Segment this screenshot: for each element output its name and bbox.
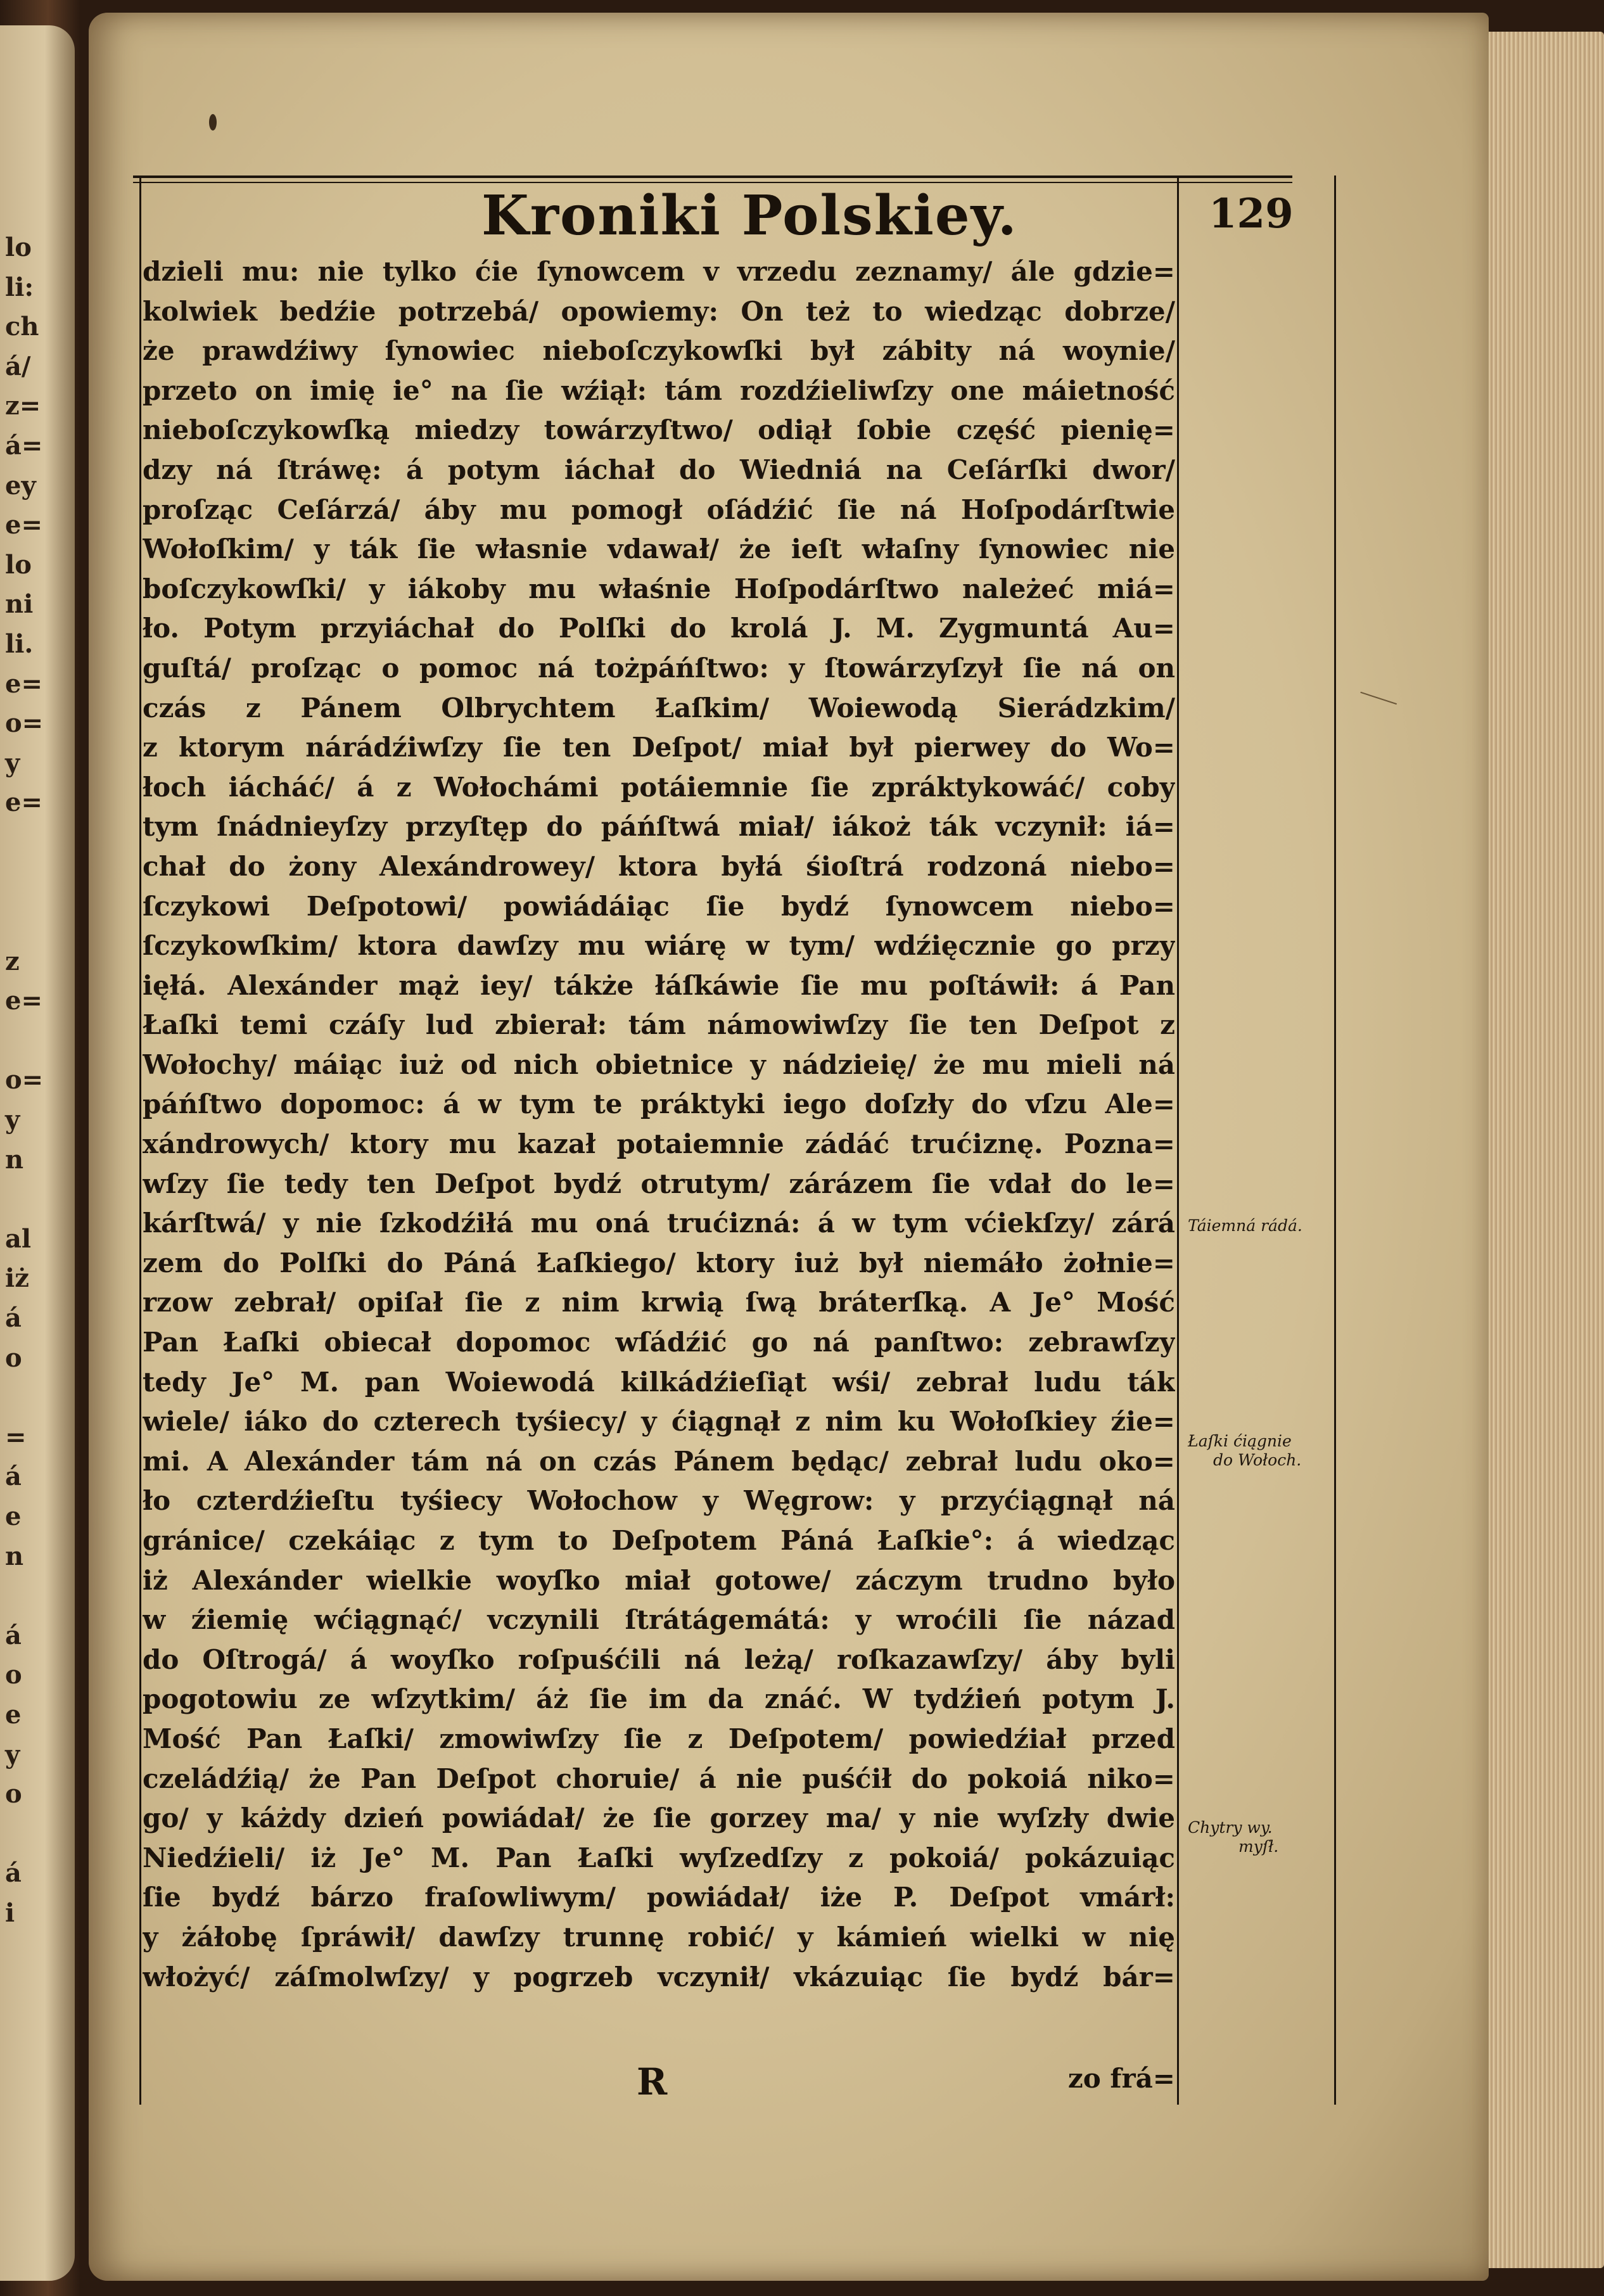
marginal-note-3-line-1: Chytry wy. (1188, 1818, 1273, 1837)
text-line: Wołoſkim/ y ták ſie własnie vdawał/ że ieſt właſny ſynowiec nie (143, 533, 1175, 565)
text-line: páńſtwo dopomoc: á w tym te práktyki iego doſzły do vſzu Ale= (143, 1088, 1175, 1120)
marginal-note-3-line-2: myſł. (1238, 1837, 1279, 1856)
left-page-fragment: ch (5, 312, 39, 342)
left-page-fragment (5, 1021, 68, 1061)
running-title: Kroniki Polskiey. (481, 184, 1018, 248)
left-page-fragment (5, 1576, 68, 1616)
left-page-fragment (5, 902, 68, 942)
marginal-note-3 (1188, 1818, 1333, 1856)
text-line: rzow zebrał/ opiſał ſie z nim krwią ſwą bráterſką. A Je° Mość (143, 1287, 1175, 1318)
left-page-fragment: i (5, 1897, 15, 1928)
text-line: Mość Pan Łaſki/ zmowiwſzy ſie z Deſpotem/ powiedźiał przed (143, 1723, 1175, 1754)
left-page-fragment: e= (5, 510, 42, 540)
text-line: kárſtwá/ y nie ſzkodźiłá mu oná trućizná: á w tym vćiekſzy/ zárá (143, 1208, 1175, 1239)
text-line: ſczykowi Deſpotowi/ powiádáiąc ſie bydź ſynowcem niebo= (143, 890, 1175, 922)
marginal-note-2-line-2: do Wołoch. (1213, 1451, 1302, 1469)
left-page-fragment (5, 863, 68, 903)
text-line: łoch iácháć/ á z Wołochámi potáiemnie ſie zpráktykowáć/ coby (143, 771, 1175, 803)
facing-left-page (0, 25, 75, 2281)
header-rule (133, 175, 1292, 178)
left-page-fragment: y (5, 1105, 20, 1135)
text-line: dzy ná ſtráwę: á potym iáchał do Wiedniá na Ceſárſki dwor/ (143, 454, 1175, 485)
text-line: kolwiek bedźie potrzebá/ opowiemy: On też to wiedząc dobrze/ (143, 295, 1175, 327)
left-page-fragment (5, 1180, 68, 1220)
left-page-fragment: o= (5, 708, 44, 739)
text-line: dzieli mu: nie tylko ćie ſynowcem v vrzedu zeznamy/ ále gdzie= (143, 256, 1175, 287)
signature-mark: R (637, 2060, 668, 2103)
left-page-fragment: o (5, 1779, 22, 1809)
text-line: go/ y káżdy dzień powiádał/ że ſie gorzey ma/ y nie wyſzły dwie (143, 1802, 1175, 1834)
left-page-fragment: = (5, 1422, 27, 1452)
text-line: zem do Polſki do Páná Łaſkiego/ ktory iuż był niemáło żołnie= (143, 1247, 1175, 1279)
page-edges (1489, 32, 1604, 2268)
text-line: z ktorym nárádźiwſzy ſie ten Deſpot/ miał był pierwey do Wo= (143, 732, 1175, 763)
marginal-note-2-line-1: Łaſki ćiągnie (1188, 1432, 1292, 1450)
text-line: gránice/ czekáiąc z tym to Deſpotem Páná Łaſkie°: á wiedząc (143, 1525, 1175, 1556)
left-page-fragment: e (5, 1699, 22, 1730)
left-page-fragment: o (5, 1343, 22, 1373)
text-line: ięłá. Alexánder mąż iey/ tákże łáſkáwie ſie mu poſtáwił: á Pan (143, 969, 1175, 1001)
left-page-fragment: e= (5, 668, 42, 699)
left-frame-rule (139, 175, 141, 2105)
left-page-fragment (5, 1378, 68, 1418)
catchword: zo frá= (1067, 2063, 1175, 2094)
text-line: guſtá/ proſząc o pomoc ná tożpáńſtwo: y ſtowárzyſzył ſie ná on (143, 652, 1175, 684)
main-text-block (143, 252, 1175, 1997)
text-line: ſczykowſkim/ ktora dawſzy mu wiárę w tym/ wdźięcznie go przy (143, 930, 1175, 962)
text-line: wſzy ſie tedy ten Deſpot bydź otrutym/ zárázem ſie vdał do le= (143, 1168, 1175, 1199)
left-page-fragment: á (5, 1858, 22, 1889)
text-line: Niedźieli/ iż Je° M. Pan Łaſki wyſzedſzy z pokoiá/ pokázuiąc (143, 1842, 1175, 1873)
left-page-fragment: á/ (5, 351, 31, 381)
text-line: boſczykowſki/ y iákoby mu właśnie Hoſpodárſtwo należeć miá= (143, 573, 1175, 604)
text-line: Wołochy/ máiąc iuż od nich obietnice y nádzieię/ że mu mieli ná (143, 1049, 1175, 1080)
right-frame-rule (1334, 175, 1336, 2105)
left-page-fragment: o= (5, 1065, 44, 1095)
left-page-fragment: lo (5, 233, 32, 262)
text-line: do Oſtrogá/ á woyſko roſpuśćili ná leżą/ roſkazawſzy/ áby byli (143, 1643, 1175, 1675)
text-line: pogotowiu ze wſzytkim/ áż ſie im da znáć. W tydźień potym J. (143, 1683, 1175, 1715)
left-page-fragment: li. (5, 628, 34, 659)
text-line: w źiemię wćiągnąć/ vczynili ſtrátágemátá: y wroćili ſie názad (143, 1604, 1175, 1636)
left-page-fragment: z (5, 946, 20, 976)
left-page-fragment: ey (5, 470, 36, 501)
text-line: czás z Pánem Olbrychtem Łaſkim/ Woiewodą Sierádzkim/ (143, 692, 1175, 724)
left-page-fragment: y (5, 748, 20, 778)
left-page-fragment: á (5, 1462, 22, 1492)
left-page-fragment: al (5, 1223, 32, 1254)
text-line: ło. Potym przyiáchał do Polſki do krolá J. M. Zygmuntá Au= (143, 613, 1175, 644)
text-line: xándrowych/ ktory mu kazał potaiemnie zádáć trućiznę. Pozna= (143, 1128, 1175, 1160)
left-page-fragment (5, 1814, 68, 1854)
left-page-fragment: e= (5, 788, 42, 818)
text-line: Łaſki temi czáſy lud zbierał: tám námowiwſzy ſie ten Deſpot z (143, 1009, 1175, 1041)
left-page-fragment: iż (5, 1263, 29, 1294)
marginal-note-1 (1188, 1216, 1333, 1235)
left-page-fragment: á (5, 1620, 22, 1650)
ink-stain (209, 114, 217, 131)
left-page-fragment: ni (5, 589, 34, 620)
text-line: ło czterdźieſtu tyśiecy Wołochow y Węgrow: y przyćiągnął ná (143, 1485, 1175, 1517)
text-line: przeto on imię ie° na ſie wźiął: tám rozdźieliwſzy one máietność (143, 374, 1175, 406)
footer-row (143, 2060, 1175, 2111)
text-line: Pan Łaſki obiecał dopomoc wſádźić go ná panſtwo: zebrawſzy (143, 1327, 1175, 1358)
text-line: y żáłobę ſpráwił/ dawſzy trunnę robić/ y kámień wielki w nię (143, 1921, 1175, 1953)
left-page-fragment: e= (5, 986, 42, 1016)
left-page-fragment: n (5, 1144, 24, 1175)
text-line: tym ſnádnieyſzy przyſtęp do páńſtwá miał/ iákoż ták vczynił: iá= (143, 811, 1175, 843)
text-line: proſząc Ceſárzá/ áby mu pomogł oſádźić ſie ná Hoſpodárſtwie (143, 494, 1175, 525)
left-page-fragment (5, 823, 68, 863)
left-page-fragment: á (5, 1303, 22, 1334)
text-line: iż Alexánder wielkie woyſko miał gotowe/ záczym trudno było (143, 1564, 1175, 1596)
text-line: włożyć/ záſmolwſzy/ y pogrzeb vczynił/ vkázuiąc ſie bydź bár= (143, 1961, 1175, 1993)
left-page-fragment: z= (5, 391, 41, 421)
left-page-fragment: n (5, 1541, 24, 1571)
left-page-fragment: e (5, 1502, 22, 1531)
text-line: tedy Je° M. pan Woiewodá kilkádźieſiąt wśi/ zebrał ludu ták (143, 1366, 1175, 1398)
marginal-note-1-text: Táiemná rádá. (1188, 1216, 1302, 1235)
left-page-fragment: y (5, 1739, 20, 1770)
left-page-fragment: lo (5, 549, 32, 580)
marginal-note-2 (1188, 1432, 1333, 1470)
left-page-text-fragments (5, 228, 68, 1934)
text-line: ſie bydź bárzo fraſowliwym/ powiádał/ iże P. Deſpot vmárł: (143, 1882, 1175, 1913)
text-line: chał do żony Alexándrowey/ ktora byłá śioſtrá rodzoná niebo= (143, 850, 1175, 882)
left-page-fragment: li: (5, 272, 34, 302)
text-line: że prawdźiwy ſynowiec nieboſczykowſki był zábity ná woynie/ (143, 335, 1175, 367)
text-line: wiele/ iáko do czterech tyśiecy/ y ćiągnął z nim ku Wołoſkiey źie= (143, 1406, 1175, 1438)
left-page-fragment: á= (5, 430, 43, 461)
page-number: 129 (1209, 190, 1294, 238)
text-line: czeládźią/ że Pan Deſpot choruie/ á nie puśćił do pokoiá niko= (143, 1763, 1175, 1794)
header-rule-secondary (133, 182, 1292, 183)
text-line: nieboſczykowſką miedzy towárzyſtwo/ odiął ſobie część pienię= (143, 414, 1175, 446)
margin-divider-rule (1177, 175, 1179, 2105)
left-page-fragment: o (5, 1660, 22, 1690)
text-line: mi. A Alexánder tám ná on czás Pánem będąc/ zebrał ludu oko= (143, 1445, 1175, 1477)
